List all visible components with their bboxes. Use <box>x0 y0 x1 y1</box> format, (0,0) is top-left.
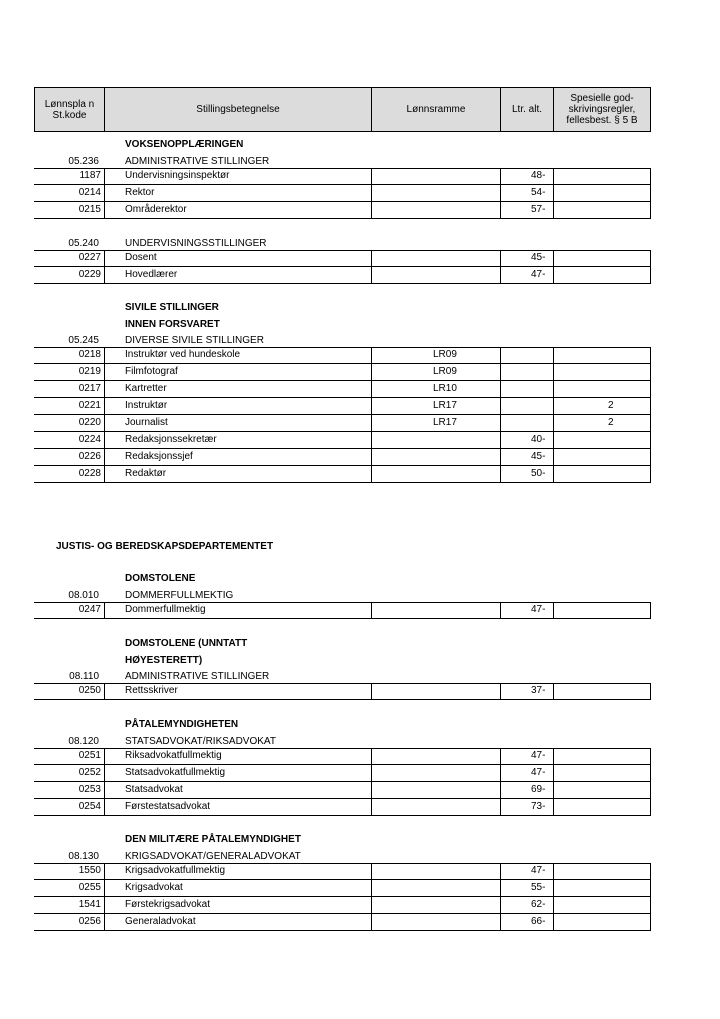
section-title: SIVILE STILLINGER <box>125 302 219 313</box>
section-category: ADMINISTRATIVE STILLINGER <box>125 156 270 167</box>
row-code: 0226 <box>78 451 101 462</box>
row-title: Generaladvokat <box>125 916 196 927</box>
row-title: Instruktør ved hundeskole <box>125 349 241 360</box>
row-frame: LR17 <box>433 400 457 411</box>
row-ltr: 73- <box>531 801 546 812</box>
row-title: Krigsadvokat <box>125 882 183 893</box>
row-code: 0247 <box>78 604 101 615</box>
table-row <box>34 168 651 185</box>
row-ltr: 47- <box>531 865 546 876</box>
row-title: Filmfotograf <box>125 366 178 377</box>
row-title: Hovedlærer <box>125 269 178 280</box>
section-title-2: INNEN FORSVARET <box>125 319 220 330</box>
row-ltr: 55- <box>531 882 546 893</box>
row-code: 1550 <box>78 865 101 876</box>
row-title: Rektor <box>125 187 155 198</box>
row-ltr: 48- <box>531 170 546 181</box>
row-code: 0214 <box>78 187 101 198</box>
ministry-heading: JUSTIS- OG BEREDSKAPSDEPARTEMENTET <box>56 541 274 552</box>
row-ltr: 54- <box>531 187 546 198</box>
table-row <box>34 347 651 364</box>
row-code: 0254 <box>78 801 101 812</box>
row-code: 0228 <box>78 468 101 479</box>
row-code: 0215 <box>78 204 101 215</box>
row-frame: LR09 <box>433 349 457 360</box>
row-ltr: 37- <box>531 685 546 696</box>
row-ltr: 50- <box>531 468 546 479</box>
section-code: 08.010 <box>68 590 99 601</box>
row-code: 0217 <box>78 383 101 394</box>
header-title: Stillingsbetegnelse <box>105 88 372 131</box>
table-row <box>34 748 651 765</box>
section-category: DOMMERFULLMEKTIG <box>125 590 234 601</box>
table-row <box>34 381 651 398</box>
table-row <box>34 466 651 483</box>
row-ltr: 40- <box>531 434 546 445</box>
table-row <box>34 432 651 449</box>
row-code: 0255 <box>78 882 101 893</box>
section-title: DOMSTOLENE (UNNTATT <box>125 638 248 649</box>
table-row <box>34 880 651 897</box>
row-ltr: 45- <box>531 252 546 263</box>
header-ltr: Ltr. alt. <box>501 88 554 131</box>
row-title: Instruktør <box>125 400 168 411</box>
table-row <box>34 185 651 202</box>
row-title: Statsadvokatfullmektig <box>125 767 226 778</box>
row-title: Områderektor <box>125 204 187 215</box>
section-category: UNDERVISNINGSSTILLINGER <box>125 238 267 249</box>
row-code: 1187 <box>79 170 101 181</box>
header-code: Lønnspla n St.kode <box>35 88 105 131</box>
section-category: DIVERSE SIVILE STILLINGER <box>125 335 264 346</box>
table-row <box>34 267 651 284</box>
table-row <box>34 364 651 381</box>
section-code: 05.236 <box>68 156 99 167</box>
row-code: 0256 <box>78 916 101 927</box>
row-title: Krigsadvokatfullmektig <box>125 865 226 876</box>
section-code: 05.245 <box>68 335 99 346</box>
row-code: 0253 <box>78 784 101 795</box>
table-row <box>34 782 651 799</box>
row-ltr: 47- <box>531 750 546 761</box>
table-row <box>34 765 651 782</box>
table-row <box>34 449 651 466</box>
table-header <box>34 87 651 132</box>
row-ltr: 47- <box>531 604 546 615</box>
table-row <box>34 250 651 267</box>
section-title: DEN MILITÆRE PÅTALEMYNDIGHET <box>125 834 301 845</box>
row-ltr: 66- <box>531 916 546 927</box>
row-ltr: 69- <box>531 784 546 795</box>
row-code: 0252 <box>78 767 101 778</box>
table-row <box>34 602 651 619</box>
row-title: Rettsskriver <box>125 685 178 696</box>
header-frame: Lønnsramme <box>372 88 501 131</box>
row-code: 0227 <box>78 252 101 263</box>
table-row <box>34 863 651 880</box>
row-ltr: 47- <box>531 767 546 778</box>
row-code: 0219 <box>78 366 101 377</box>
table-row <box>34 683 651 700</box>
section-title: PÅTALEMYNDIGHETEN <box>125 719 239 730</box>
row-frame: LR09 <box>433 366 457 377</box>
row-title: Undervisningsinspektør <box>125 170 230 181</box>
section-code: 08.130 <box>68 851 99 862</box>
section-code: 08.110 <box>69 671 99 682</box>
row-code: 0224 <box>78 434 101 445</box>
row-code: 0220 <box>78 417 101 428</box>
table-row <box>34 398 651 415</box>
row-frame: LR17 <box>433 417 457 428</box>
row-code: 1541 <box>78 899 101 910</box>
row-ltr: 57- <box>531 204 546 215</box>
section-category: ADMINISTRATIVE STILLINGER <box>125 671 270 682</box>
section-title: DOMSTOLENE <box>125 573 196 584</box>
row-title: Redaktør <box>125 468 167 479</box>
section-category: STATSADVOKAT/RIKSADVOKAT <box>125 736 276 747</box>
row-ltr: 45- <box>531 451 546 462</box>
table-row <box>34 415 651 432</box>
table-row <box>34 914 651 931</box>
table-row <box>34 897 651 914</box>
row-title: Redaksjonssekretær <box>125 434 217 445</box>
row-title: Statsadvokat <box>125 784 183 795</box>
row-code: 0250 <box>78 685 101 696</box>
row-ltr: 62- <box>531 899 546 910</box>
section-category: KRIGSADVOKAT/GENERALADVOKAT <box>125 851 301 862</box>
row-code: 0221 <box>78 400 101 411</box>
row-title: Førstestatsadvokat <box>125 801 211 812</box>
row-title: Dommerfullmektig <box>125 604 206 615</box>
row-title: Riksadvokatfullmektig <box>125 750 222 761</box>
section-code: 08.120 <box>68 736 99 747</box>
row-code: 0251 <box>78 750 101 761</box>
row-special: 2 <box>608 400 614 411</box>
header-special: Spesielle god-skrivingsregler, fellesbest. § 5 B <box>566 93 638 126</box>
row-title: Dosent <box>125 252 157 263</box>
row-title: Redaksjonssjef <box>125 451 193 462</box>
row-title: Kartretter <box>125 383 167 394</box>
table-row <box>34 799 651 816</box>
row-title: Journalist <box>125 417 168 428</box>
row-frame: LR10 <box>433 383 457 394</box>
section-title-2: HØYESTERETT) <box>125 655 203 666</box>
row-code: 0229 <box>78 269 101 280</box>
table-row <box>34 202 651 219</box>
row-ltr: 47- <box>531 269 546 280</box>
section-title: VOKSENOPPLÆRINGEN <box>125 139 244 150</box>
section-code: 05.240 <box>68 238 99 249</box>
row-code: 0218 <box>78 349 101 360</box>
row-title: Førstekrigsadvokat <box>125 899 211 910</box>
row-special: 2 <box>608 417 614 428</box>
